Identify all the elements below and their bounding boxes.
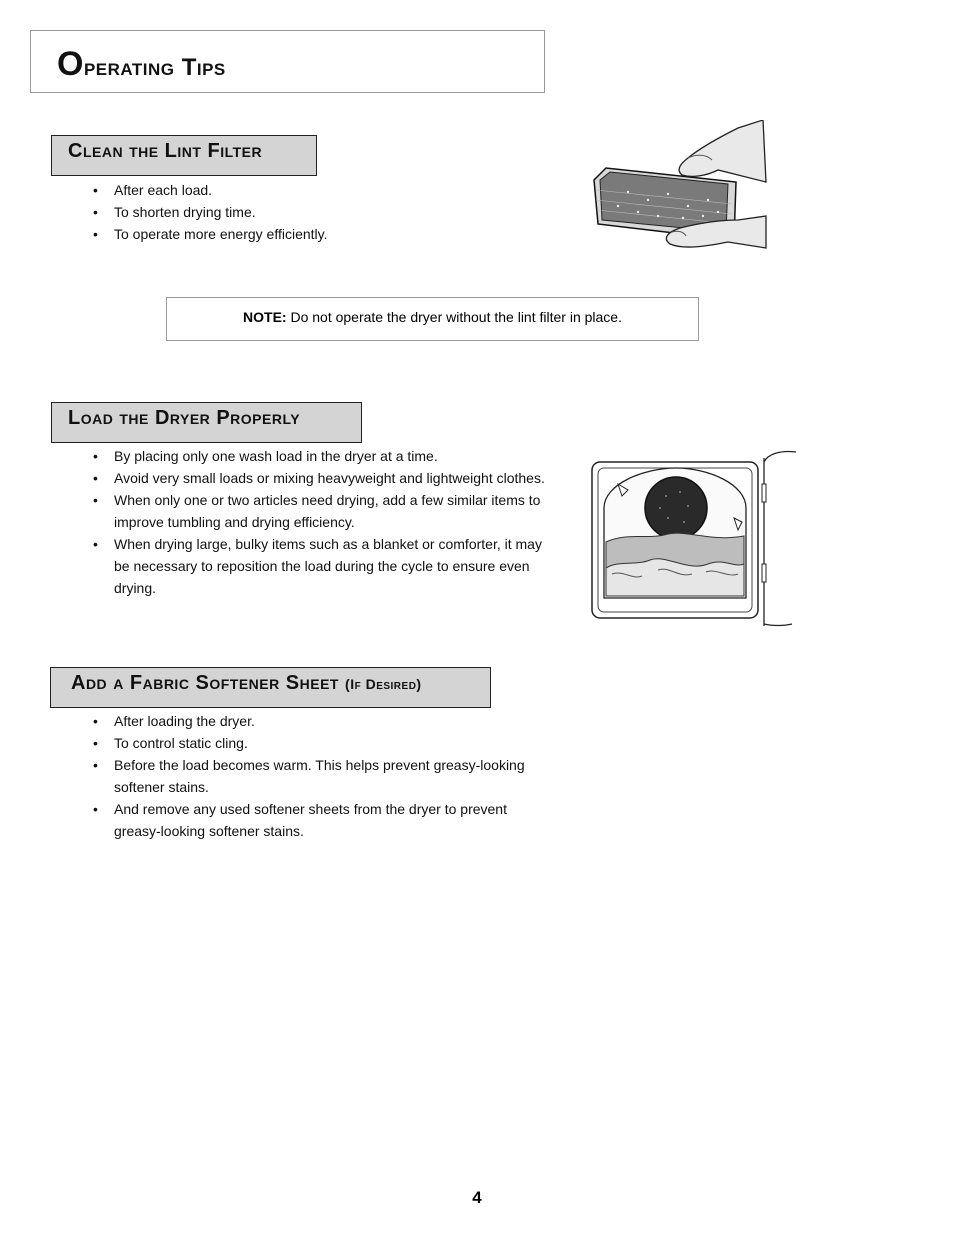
page-number: 4: [472, 1188, 482, 1207]
page-title-box: [30, 30, 545, 93]
section-heading-lint-filter: [51, 135, 317, 176]
list-item: • To operate more energy efficiently.: [89, 223, 509, 245]
section-heading-text: Clean the Lint Filter: [68, 140, 263, 162]
list-item: • Before the load becomes warm. This helps prevent greasy-looking softener stains.: [89, 754, 539, 798]
note-label: NOTE:: [243, 309, 287, 325]
note-text: Do not operate the dryer without the lint filter in place.: [290, 309, 622, 325]
fabric-softener-list: [89, 710, 539, 842]
page-title: Operating Tips: [57, 45, 226, 83]
list-item: • After each load.: [89, 179, 509, 201]
section-heading-text: Add a Fabric Softener Sheet: [71, 672, 339, 694]
dryer-drum-illustration: [588, 448, 798, 630]
list-item: • To control static cling.: [89, 732, 539, 754]
note-box: [166, 297, 699, 341]
lint-filter-list: [89, 179, 509, 245]
section-heading-suffix: (If Desired): [345, 676, 422, 692]
section-heading-text: Load the Dryer Properly: [68, 407, 301, 429]
lint-filter-illustration: [588, 120, 768, 260]
section-heading-load-dryer: [51, 402, 362, 443]
list-item: • To shorten drying time.: [89, 201, 509, 223]
section-heading-fabric-softener: [50, 667, 491, 708]
list-item: • After loading the dryer.: [89, 710, 539, 732]
list-item: • And remove any used softener sheets from the dryer to prevent greasy-looking softener stains.: [89, 798, 539, 842]
list-item: • When drying large, bulky items such as a blanket or comforter, it may be necessary to reposition the load during the cycle to ensure even drying.: [89, 533, 551, 599]
list-item: • By placing only one wash load in the dryer at a time.: [89, 445, 551, 467]
load-dryer-list: [89, 445, 551, 599]
list-item: • When only one or two articles need drying, add a few similar items to improve tumbling and drying efficiency.: [89, 489, 551, 533]
list-item: • Avoid very small loads or mixing heavyweight and lightweight clothes.: [89, 467, 551, 489]
